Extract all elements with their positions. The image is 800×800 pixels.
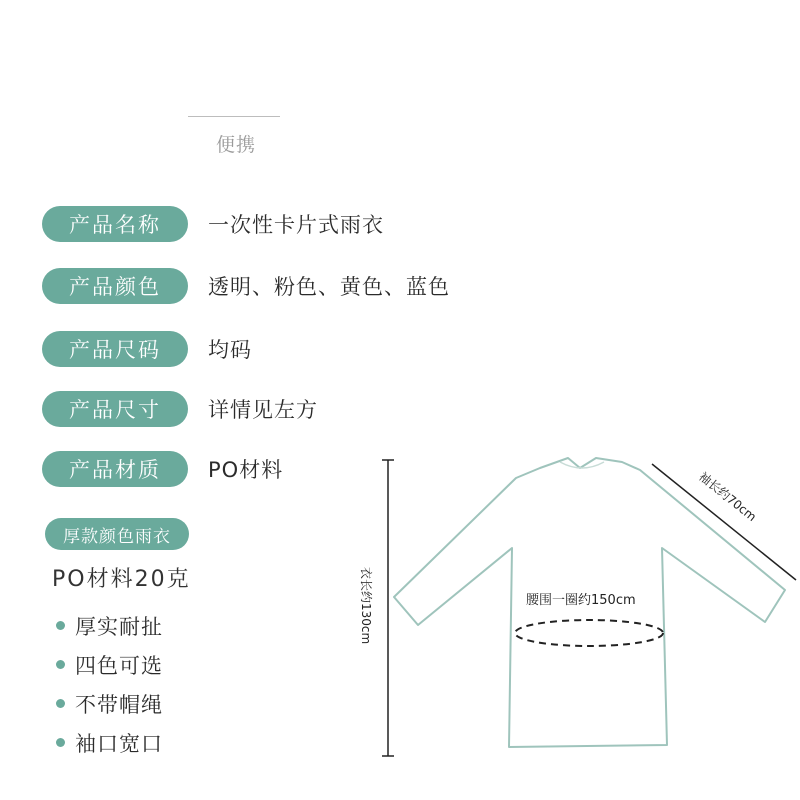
- spec-value-color: 透明、粉色、黄色、蓝色: [208, 275, 450, 299]
- spec-value-size: 均码: [208, 338, 252, 362]
- spec-label-size: 产品尺码: [42, 331, 188, 367]
- spec-label-dimension: 产品尺寸: [42, 391, 188, 427]
- spec-label-color: 产品颜色: [42, 268, 188, 304]
- thick-raincoat-badge: 厚款颜色雨衣: [45, 518, 189, 550]
- feature-text: 厚实耐扯: [75, 614, 163, 639]
- waist-label: 腰围一圈约150cm: [526, 593, 636, 608]
- spec-value-material: PO材料: [208, 458, 284, 482]
- spec-value-name: 一次性卡片式雨衣: [208, 213, 384, 237]
- spec-label-name: 产品名称: [42, 206, 188, 242]
- sleeve-label: 袖长约70cm: [696, 469, 759, 525]
- waist-ellipse: [515, 620, 663, 646]
- feature-text: 袖口宽口: [75, 731, 163, 756]
- length-label: 衣长约130cm: [359, 567, 373, 645]
- spec-label-material: 产品材质: [42, 451, 188, 487]
- header-text: 便携: [216, 134, 257, 156]
- sleeve-dimension-line: [652, 464, 796, 580]
- feature-text: 四色可选: [75, 653, 163, 678]
- feature-text: 不带帽绳: [75, 692, 163, 717]
- spec-value-dimension: 详情见左方: [208, 398, 318, 422]
- material-weight: PO材料20克: [52, 567, 191, 592]
